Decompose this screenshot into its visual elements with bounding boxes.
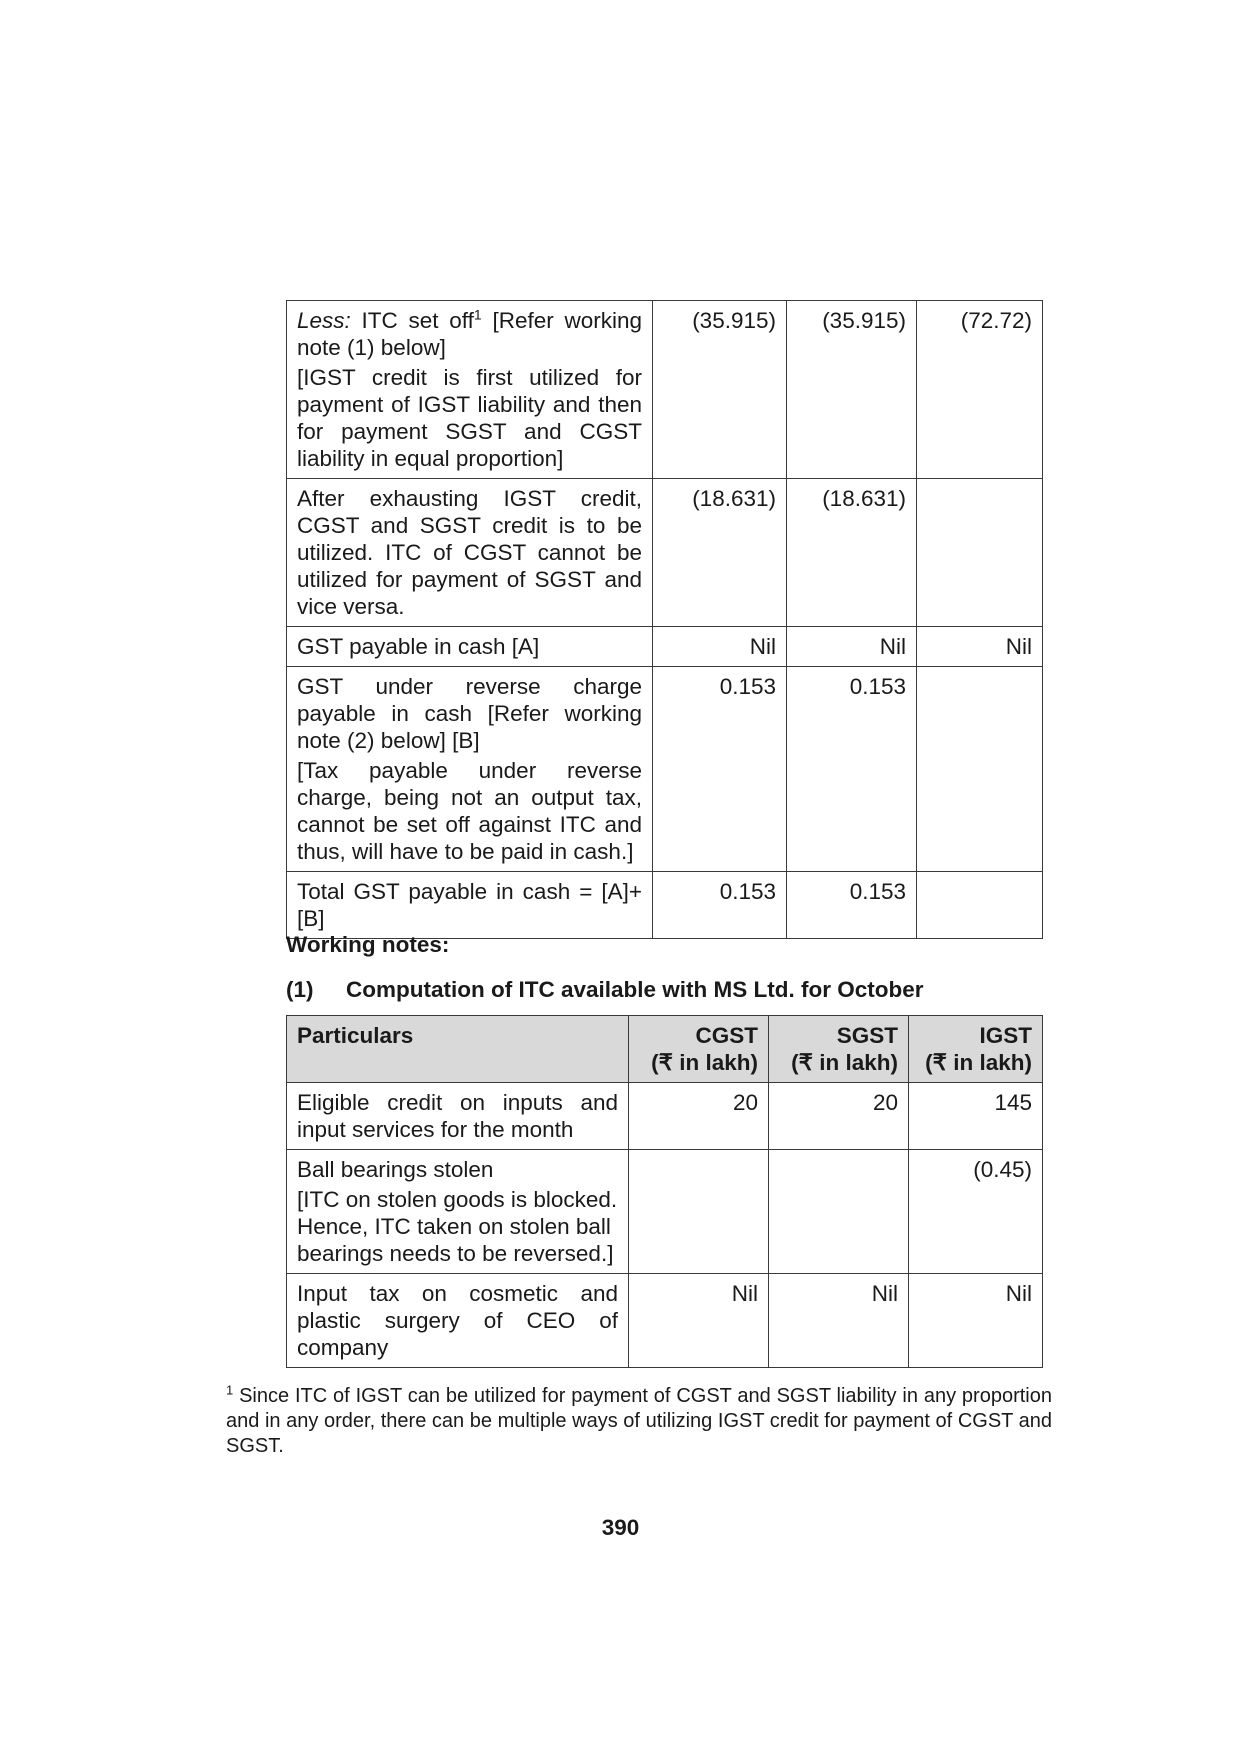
row-description: Eligible credit on inputs and input services for the month [287,1083,629,1150]
working-notes-heading: Working notes: [286,932,450,957]
note-number: (1) [286,977,314,1002]
table-row [287,1083,1043,1150]
cgst-value: (18.631) [653,479,787,627]
row-description: Ball bearings stolen [ITC on stolen goods is blocked. Hence, ITC taken on stolen ball bearings needs to be reversed.] [287,1150,629,1274]
footnote-text: Since ITC of IGST can be utilized for payment of CGST and SGST liability in any proportion and in any order, there can be multiple ways of utilizing IGST credit for payment of CGST and SGST. [226,1385,1052,1457]
sgst-value: 0.153 [787,667,917,872]
igst-value: (72.72) [917,301,1043,479]
row-description: GST under reverse charge payable in cash [Refer working note (2) below] [B] [Tax payable under reverse charge, being not an output tax, cannot be set off against ITC and thus, will have to be paid in cash.] [287,667,653,872]
refer-note-text: [Refer working note (1) below] [297,308,643,360]
itc-setoff-text: ITC set off [350,308,474,333]
table-row [287,667,1043,872]
igst-value: Nil [909,1274,1043,1368]
header-igst-unit: (₹ in lakh) [925,1050,1032,1075]
igst-value: (0.45) [909,1150,1043,1274]
igst-value [917,667,1043,872]
table-header-row [287,1016,1043,1083]
cgst-value: 20 [629,1083,769,1150]
igst-value [917,479,1043,627]
table-row [287,301,1043,479]
sgst-value: 0.153 [787,872,917,939]
table-row [287,1274,1043,1368]
page-number: 390 [601,1515,640,1540]
cgst-value: 0.153 [653,667,787,872]
header-cgst [629,1016,769,1083]
row-explanation: [IGST credit is first utilized for payment of IGST liability and then for payment SGST and CGST liability in equal proportion] [297,365,642,471]
header-sgst [769,1016,909,1083]
itc-computation-table [286,1015,1043,1368]
header-igst-label: IGST [979,1023,1032,1048]
igst-value [917,872,1043,939]
row-description [287,301,653,479]
header-cgst-unit: (₹ in lakh) [651,1050,758,1075]
cgst-value: (35.915) [653,301,787,479]
table-row [287,627,1043,667]
gst-payment-table [286,300,1043,939]
igst-value: 145 [909,1083,1043,1150]
row-description: After exhausting IGST credit, CGST and SGST credit is to be utilized. ITC of CGST cannot be utilized for payment of SGST and vice versa. [287,479,653,627]
header-igst [909,1016,1043,1083]
header-particulars: Particulars [287,1016,629,1083]
row-description: Input tax on cosmetic and plastic surgery of CEO of company [287,1274,629,1368]
less-label: Less: [297,308,351,333]
header-sgst-label: SGST [836,1023,898,1048]
sgst-value [769,1150,909,1274]
table-row [287,1150,1043,1274]
table-row [287,479,1043,627]
row-explanation: [ITC on stolen goods is blocked. Hence, ITC taken on stolen ball bearings needs to be reversed.] [297,1187,618,1266]
sgst-value: Nil [787,627,917,667]
sgst-value: 20 [769,1083,909,1150]
header-cgst-label: CGST [695,1023,758,1048]
cgst-value [629,1150,769,1274]
sgst-value: (18.631) [787,479,917,627]
table-row [287,872,1043,939]
cgst-value: 0.153 [653,872,787,939]
igst-value: Nil [917,627,1043,667]
footnote-marker: 1 [226,1382,234,1398]
footnote [226,1384,1052,1459]
row-description: Total GST payable in cash = [A]+ [B] [287,872,653,939]
row-description: GST payable in cash [A] [287,627,653,667]
sgst-value: Nil [769,1274,909,1368]
footnote-ref: 1 [473,306,482,323]
note-title: Computation of ITC available with MS Ltd. for October [346,977,924,1002]
header-sgst-unit: (₹ in lakh) [791,1050,898,1075]
cgst-value: Nil [653,627,787,667]
row-explanation: [Tax payable under reverse charge, being not an output tax, cannot be set off against ITC and thus, will have to be paid in cash.] [297,758,642,864]
sgst-value: (35.915) [787,301,917,479]
cgst-value: Nil [629,1274,769,1368]
